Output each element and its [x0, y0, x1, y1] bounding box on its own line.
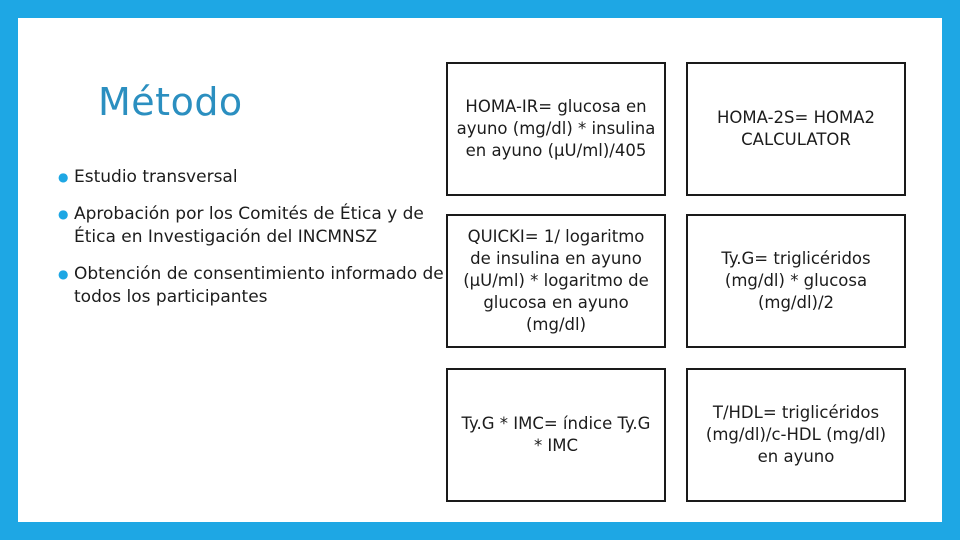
- formula-box-homa-ir: [446, 62, 666, 196]
- bullet-item: [56, 166, 446, 189]
- formula-box-quicki: [446, 214, 666, 348]
- bullet-text: Estudio transversal: [74, 167, 238, 187]
- formula-box-tyg-imc: [446, 368, 666, 502]
- bullet-text: Aprobación por los Comités de Ética y de Ética en Investigación del INCMNSZ: [74, 204, 424, 247]
- formula-text: HOMA-IR= glucosa en ayuno (mg/dl) * insulina en ayuno (µU/ml)/405: [456, 97, 656, 160]
- bullet-dot-icon: ●: [58, 207, 69, 221]
- bullet-dot-icon: ●: [58, 267, 69, 281]
- slide-title: Método: [98, 80, 243, 124]
- formula-text: QUICKI= 1/ logaritmo de insulina en ayuno (µU/ml) * logaritmo de glucosa en ayuno (mg/dl): [463, 227, 649, 334]
- bullet-text: Obtención de consentimiento informado de todos los participantes: [74, 264, 444, 307]
- formula-box-t-hdl: [686, 368, 906, 502]
- bullet-item: [56, 203, 446, 249]
- bullet-dot-icon: ●: [58, 170, 69, 184]
- formula-text: Ty.G= triglicéridos (mg/dl) * glucosa (mg/dl)/2: [721, 249, 871, 312]
- formula-text: HOMA-2S= HOMA2 CALCULATOR: [717, 108, 875, 149]
- formula-box-homa-2s: [686, 62, 906, 196]
- formula-box-tyg: [686, 214, 906, 348]
- formula-text: T/HDL= triglicéridos (mg/dl)/c-HDL (mg/dl) en ayuno: [705, 403, 887, 466]
- formula-text: Ty.G * IMC= índice Ty.G * IMC: [461, 414, 651, 455]
- bullet-item: [56, 263, 446, 309]
- bullet-list: [56, 166, 446, 309]
- slide: [18, 18, 942, 522]
